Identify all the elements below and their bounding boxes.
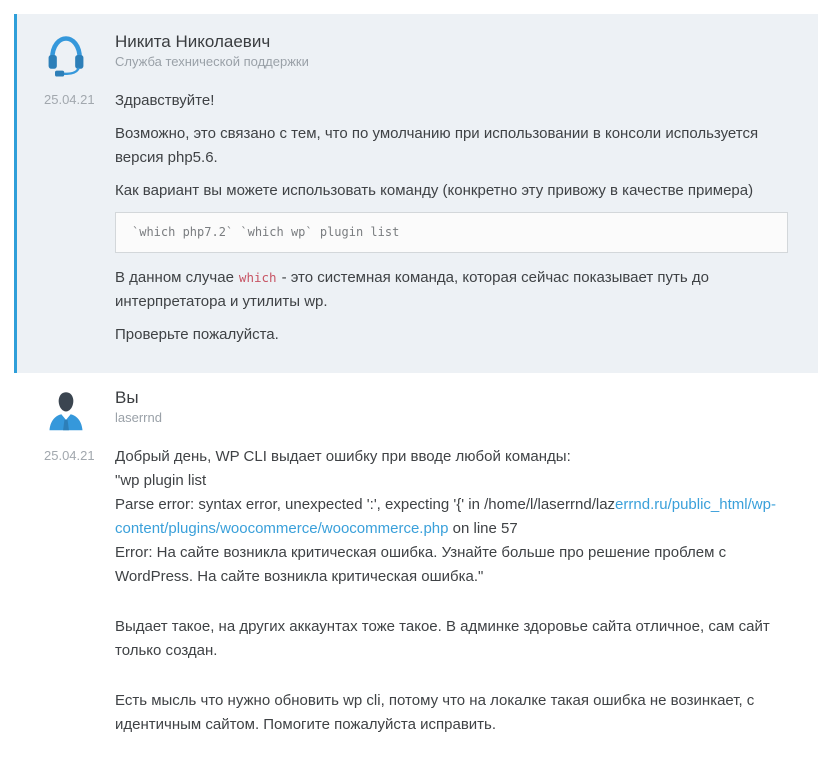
author-name: Никита Николаевич	[115, 32, 271, 51]
paragraph-update: Есть мысль что нужно обновить wp cli, потому что на локалке такая ошибка не возинкает, с идентичным сайтом. Помогите пожалуйста исправить.	[115, 692, 755, 733]
message-date: 25.04.21	[44, 448, 95, 463]
message-body	[115, 445, 818, 737]
message-support	[14, 14, 818, 373]
author-role: Служба технической поддержки	[115, 54, 309, 69]
paragraph-accounts: Выдает такое, на других аккаунтах тоже такое. В админке здоровье сайта отличное, сам сайт только создан.	[115, 618, 770, 659]
paragraph-command: Как вариант вы можете использовать команду (конкретно эту привожу в качестве примера)	[115, 182, 754, 199]
headset-icon	[44, 31, 88, 79]
paragraph-error-report: Добрый день, WP CLI выдает ошибку при вводе любой команды: "wp plugin list Parse error: syntax error, unexpected ':', expecting '{' in /home/l/laserrnd/lazerrnd.ru/public_html/wp-content/plugins/woocommerce/woocommerce.php on line 57 Error: На сайте возникла критическая ошибка. Узнайте больше про решение проблем с WordPress. На сайте возникла критическая ошибка."	[115, 448, 776, 585]
user-icon	[44, 387, 88, 435]
paragraph-greeting: Здравствуйте!	[115, 92, 215, 109]
file-link[interactable]: errnd.ru/public_html/wp-content/plugins/woocommerce/woocommerce.php	[115, 496, 776, 537]
author-role: laserrnd	[115, 410, 162, 425]
author-name: Вы	[115, 388, 139, 407]
code-block: `which php7.2` `which wp` plugin list	[115, 212, 788, 253]
inline-code-which: which	[238, 270, 277, 285]
paragraph-php: Возможно, это связано с тем, что по умолчанию при использовании в консоли используется версия php5.6.	[115, 125, 759, 166]
message-user	[17, 373, 818, 757]
message-body	[115, 89, 818, 347]
paragraph-which: В данном случае which - это системная команда, которая сейчас показывает путь до интерпретатора и утилиты wp.	[115, 269, 709, 310]
paragraph-check: Проверьте пожалуйста.	[115, 326, 279, 343]
message-date: 25.04.21	[44, 92, 95, 107]
